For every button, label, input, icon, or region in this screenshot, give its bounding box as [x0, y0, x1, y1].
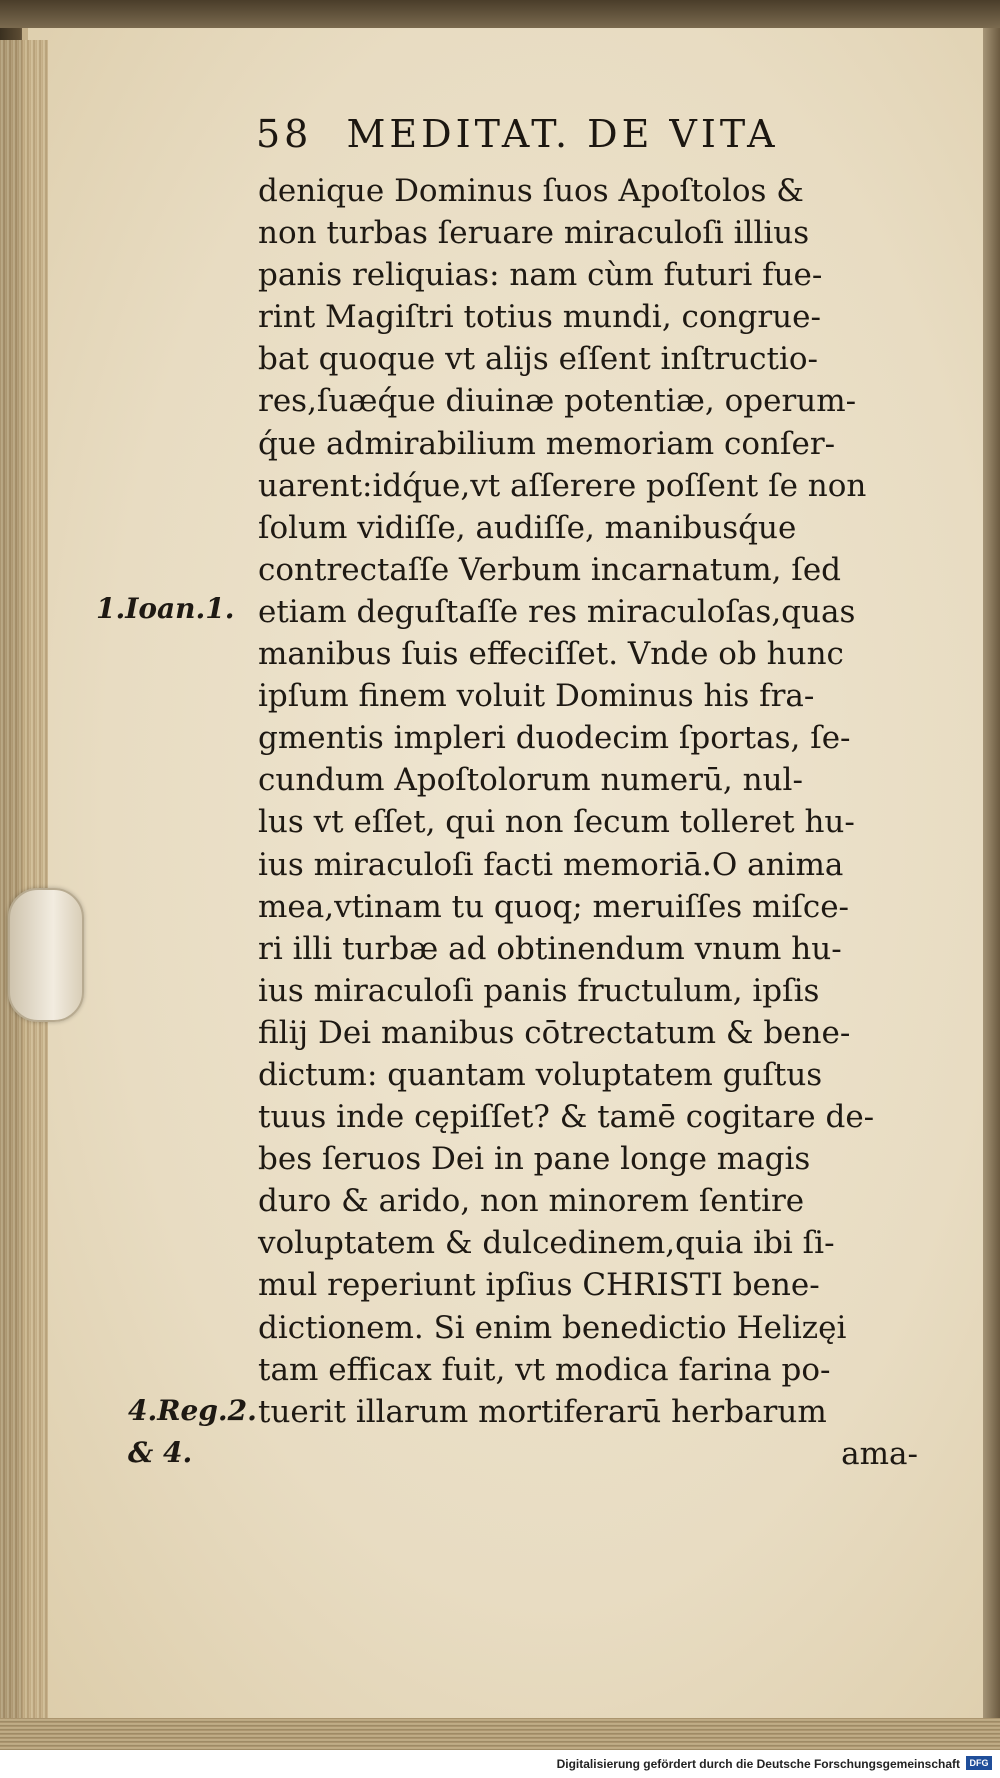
- page-number: 58: [256, 112, 313, 156]
- text-line: rint Magiſtri totius mundi, congrue-: [258, 299, 821, 336]
- text-line: lus vt eſſet, qui non ſecum tolleret hu-: [258, 804, 855, 841]
- running-title: MEDITAT. DE VITA: [346, 112, 779, 156]
- text-line: ipſum finem voluit Dominus his fra-: [258, 678, 815, 715]
- text-line: ius miraculoſi facti memoriā.O anima: [258, 846, 844, 883]
- text-line: mul reperiunt ipſius CHRISTI bene-: [258, 1267, 820, 1304]
- text-line: ius miraculoſi panis fructulum, ipſis: [258, 972, 820, 1009]
- text-line: non turbas ſeruare miraculoſi illius: [258, 215, 810, 252]
- text-line: gmentis impleri duodecim ſportas, ſe-: [258, 720, 851, 757]
- book-cover-top: [0, 0, 1000, 28]
- text-line: denique Dominus ſuos Apoſtolos &: [258, 173, 804, 209]
- text-line: uarent:idq́ue,vt aſſerere poſſent ſe non: [258, 467, 867, 504]
- text-line: bes ſeruos Dei in pane longe magis: [258, 1141, 811, 1178]
- page-clip: [8, 888, 84, 1022]
- body-text: [258, 170, 918, 1475]
- text-line: ſolum vidiſſe, audiſſe, manibusq́ue: [258, 509, 797, 546]
- page-edges-bottom: [0, 1718, 1000, 1750]
- text-line: ri illi turbæ ad obtinendum vnum hu-: [258, 930, 842, 967]
- text-line: tuus inde cępiſſet? & tamē cogitare de-: [258, 1099, 875, 1136]
- running-header: [256, 112, 876, 156]
- text-line: dictionem. Si enim benedictio Helizęi: [258, 1309, 847, 1346]
- footer-credit: Digitalisierung gefördert durch die Deutsche Forschungsgemeinschaft: [556, 1757, 960, 1771]
- text-line: etiam deguſtaſſe res miraculoſas,quas: [258, 593, 856, 630]
- margin-note-reg: 4.Reg.2.: [128, 1394, 257, 1427]
- dfg-logo: DFG: [966, 1756, 992, 1770]
- text-line: cundum Apoſtolorum numerū, nul-: [258, 762, 803, 799]
- text-line: duro & arido, non minorem ſentire: [258, 1183, 805, 1220]
- text-line: tam efficax fuit, vt modica farina po-: [258, 1351, 831, 1388]
- text-line: bat quoque vt alijs eſſent inſtructio-: [258, 341, 819, 378]
- text-line: dictum: quantam voluptatem guſtus: [258, 1056, 823, 1093]
- text-line: panis reliquias: nam cùm futuri fue-: [258, 257, 823, 294]
- text-line: tuerit illarum mortiferarū herbarum: [258, 1393, 827, 1430]
- catchword: ama-: [841, 1435, 918, 1472]
- margin-note-ioan: 1.Ioan.1.: [96, 592, 235, 625]
- margin-note-reg-cont: & 4.: [128, 1436, 193, 1469]
- digitization-footer: [0, 1750, 1000, 1778]
- text-line: voluptatem & dulcedinem,quia ibi ſi-: [258, 1225, 835, 1262]
- text-line: res,ſuæq́ue diuinæ potentiæ, operum-: [258, 383, 857, 420]
- text-line: manibus ſuis effeciſſet. Vnde ob hunc: [258, 636, 844, 673]
- text-line: mea,vtinam tu quoq; meruiſſes miſce-: [258, 888, 850, 925]
- text-line: contrectaſſe Verbum incarnatum, ſed: [258, 551, 842, 588]
- text-line: q́ue admirabilium memoriam conſer-: [258, 425, 836, 462]
- text-line: filij Dei manibus cōtrectatum & bene-: [258, 1014, 851, 1051]
